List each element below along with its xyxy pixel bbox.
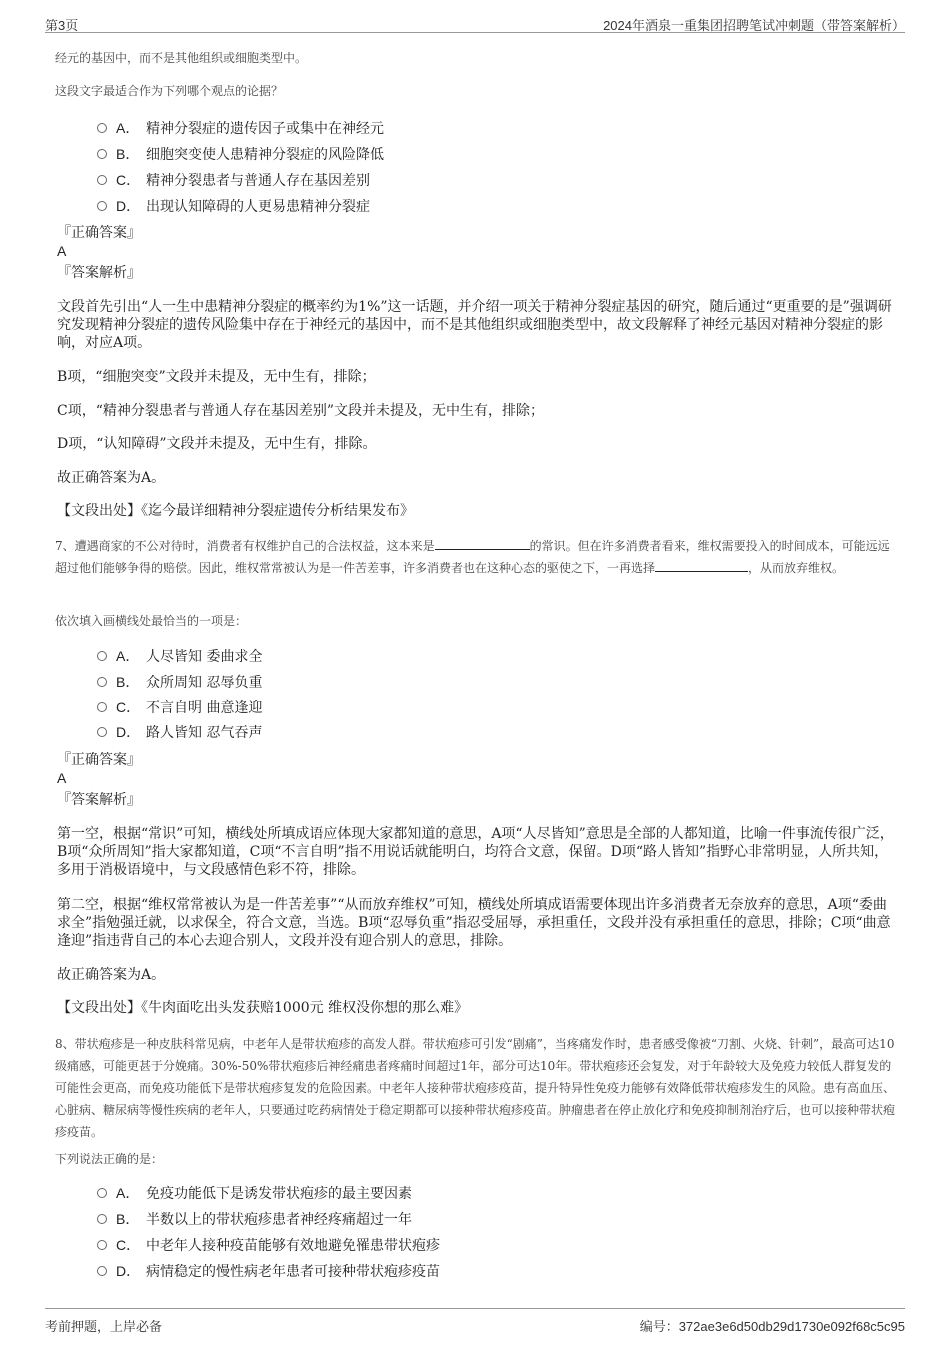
- q7-option-c[interactable]: [97, 697, 262, 717]
- q7-passage: [55, 535, 895, 579]
- option-key: C．: [116, 172, 141, 188]
- option-key: D．: [116, 724, 141, 740]
- radio-icon[interactable]: [97, 175, 107, 185]
- q7-answer: A: [57, 770, 67, 786]
- option-key: D．: [116, 198, 141, 214]
- q8-option-c[interactable]: [97, 1235, 440, 1255]
- q7-prompt: 依次填入画横线处最恰当的一项是：: [55, 614, 248, 628]
- q6-analysis-label: 『答案解析』: [57, 265, 141, 281]
- option-text: 细胞突变使人患精神分裂症的风险降低: [146, 147, 384, 163]
- q6-option-d[interactable]: [97, 196, 370, 216]
- option-text: 精神分裂患者与普通人存在基因差别: [146, 173, 370, 189]
- q8-passage: 8、带状疱疹是一种皮肤科常见病，中老年人是带状疱疹的高发人群。带状疱疹可引发“剧痛”，当疼痛发作时，患者感受像被“刀割、火烧、针刺”，最高可达10级痛感，可能更甚于分娩痛。30%-50%带状疱疹后神经痛患者疼痛时间超过1年，部分可达10年。带状疱疹还会复发，对于年龄较大及免疫力较低人群复发的可能性会更高，而免疫功能低下是带状疱疹复发的危险因素。中老年人接种带状疱疹疫苗，提升特异性免疫力能够有效降低带状疱疹发生的风险。患有高血压、心脏病、糖尿病等慢性疾病的老年人，只要通过吃药病情处于稳定期都可以接种带状疱疹疫苗。肿瘤患者在停止放化疗和免疫抑制剂治疗后，也可以接种带状疱疹疫苗。: [55, 1037, 896, 1139]
- radio-icon[interactable]: [97, 702, 107, 712]
- q6-conclusion: 故正确答案为A。: [57, 470, 166, 486]
- q6-prompt: 这段文字最适合作为下列哪个观点的论据？: [55, 84, 284, 98]
- option-text: 不言自明 曲意逢迎: [146, 700, 263, 716]
- page-header: [45, 12, 905, 33]
- q7-source: 【文段出处】《牛肉面吃出头发获赔1000元 维权没你想的那么难》: [57, 1000, 469, 1016]
- q6-analysis-4: D项，“认知障碍”文段并未提及，无中生有，排除。: [57, 436, 377, 452]
- q7-analysis-label: 『答案解析』: [57, 792, 141, 808]
- q8-option-d[interactable]: [97, 1261, 440, 1281]
- radio-icon[interactable]: [97, 149, 107, 159]
- option-text: 精神分裂症的遗传因子或集中在神经元: [146, 121, 384, 137]
- q7-option-d[interactable]: [97, 722, 262, 742]
- option-key: B．: [116, 146, 140, 162]
- q8-option-b[interactable]: [97, 1209, 412, 1229]
- radio-icon[interactable]: [97, 1214, 107, 1224]
- option-key: A．: [116, 120, 140, 136]
- q7-answer-label: 『正确答案』: [57, 752, 141, 768]
- q6-analysis-1: 文段首先引出“人一生中患精神分裂症的概率约为1%”这一话题，并介绍一项关于精神分裂症基因的研究，随后通过“更重要的是”强调研究发现精神分裂症的遗传风险集中存在于神经元的基因中，而不是其他组织或细胞类型中，故文段解释了神经元基因对精神分裂症的影响，对应A项。: [57, 299, 892, 351]
- q7-analysis-2: 第二空，根据“维权常常被认为是一件苦差事”“从而放弃维权”可知，横线处所填成语需要体现出许多消费者无奈放弃的意思，A项“委曲求全”指勉强迁就，以求保全，符合文意，当选。B项“忍辱负重”指忍受屈辱，承担重任，文段并没有承担重任的意思，排除；C项“曲意逢迎”指违背自己的本心去迎合别人，文段并没有迎合别人的意思，排除。: [57, 897, 891, 949]
- q8-option-a[interactable]: [97, 1183, 412, 1203]
- option-text: 病情稳定的慢性病老年患者可接种带状疱疹疫苗: [146, 1264, 440, 1280]
- footer-slogan: 考前押题，上岸必备: [45, 1320, 163, 1335]
- radio-icon[interactable]: [97, 1188, 107, 1198]
- option-text: 中老年人接种疫苗能够有效地避免罹患带状疱疹: [146, 1238, 440, 1254]
- radio-icon[interactable]: [97, 1240, 107, 1250]
- blank-line: [435, 536, 530, 550]
- option-key: A．: [116, 1185, 140, 1201]
- document-title: 2024年酒泉一重集团招聘笔试冲刺题（带答案解析）: [603, 18, 905, 33]
- option-key: A．: [116, 648, 140, 664]
- option-text: 半数以上的带状疱疹患者神经疼痛超过一年: [146, 1212, 412, 1228]
- q6-source: 【文段出处】《迄今最详细精神分裂症遗传分析结果发布》: [57, 503, 414, 519]
- option-text: 免疫功能低下是诱发带状疱疹的最主要因素: [146, 1186, 412, 1202]
- q6-answer: A: [57, 243, 67, 259]
- q7-option-b[interactable]: [97, 672, 262, 692]
- option-text: 人尽皆知 委曲求全: [146, 649, 263, 665]
- q6-option-b[interactable]: [97, 144, 384, 164]
- q8-prompt: 下列说法正确的是：: [55, 1152, 164, 1166]
- q7-passage-c: ，从而放弃维权。: [748, 561, 845, 575]
- option-text: 出现认知障碍的人更易患精神分裂症: [146, 199, 370, 215]
- radio-icon[interactable]: [97, 677, 107, 687]
- q6-answer-label: 『正确答案』: [57, 225, 141, 241]
- radio-icon[interactable]: [97, 727, 107, 737]
- radio-icon[interactable]: [97, 1266, 107, 1276]
- q7-passage-a: 7、遭遇商家的不公对待时，消费者有权维护自己的合法权益，这本来是: [55, 539, 435, 553]
- q6-option-c[interactable]: [97, 170, 370, 190]
- radio-icon[interactable]: [97, 123, 107, 133]
- q7-analysis-1: 第一空，根据“常识”可知，横线处所填成语应体现大家都知道的意思，A项“人尽皆知”意思是全部的人都知道，比喻一件事流传很广泛，B项“众所周知”指大家都知道，C项“不言自明”指不用说话就能明白，均符合文意，保留。D项“路人皆知”指野心非常明显，人所共知，多用于消极语境中，与文段感情色彩不符，排除。: [57, 826, 894, 878]
- option-text: 路人皆知 忍气吞声: [146, 725, 263, 741]
- q6-option-a[interactable]: [97, 118, 384, 138]
- radio-icon[interactable]: [97, 651, 107, 661]
- q6-passage-tail: 经元的基因中，而不是其他组织或细胞类型中。: [55, 51, 308, 65]
- page-number: 第3页: [45, 18, 79, 33]
- option-key: D．: [116, 1263, 141, 1279]
- q6-analysis-3: C项，“精神分裂患者与普通人存在基因差别”文段并未提及，无中生有，排除；: [57, 403, 545, 419]
- option-text: 众所周知 忍辱负重: [146, 675, 263, 691]
- q7-option-a[interactable]: [97, 646, 262, 666]
- blank-line: [655, 558, 748, 572]
- document-id: 编号：372ae3e6d50db29d1730e092f68c5c95: [639, 1319, 905, 1334]
- radio-icon[interactable]: [97, 201, 107, 211]
- option-key: B．: [116, 1211, 140, 1227]
- option-key: C．: [116, 699, 141, 715]
- q7-conclusion: 故正确答案为A。: [57, 967, 166, 983]
- option-key: B．: [116, 674, 140, 690]
- option-key: C．: [116, 1237, 141, 1253]
- q7-passage-b: 的常识。但在许多消费者看来，维权需要投入的时间成本，可能远远超过他们能够争得的赔偿。因此，维权常常被认为是一件苦差事，许多消费者也在这种心态的驱使之下，一再选择: [55, 539, 890, 575]
- page-footer: [45, 1308, 905, 1335]
- q6-analysis-2: B项，“细胞突变”文段并未提及，无中生有，排除；: [57, 369, 376, 385]
